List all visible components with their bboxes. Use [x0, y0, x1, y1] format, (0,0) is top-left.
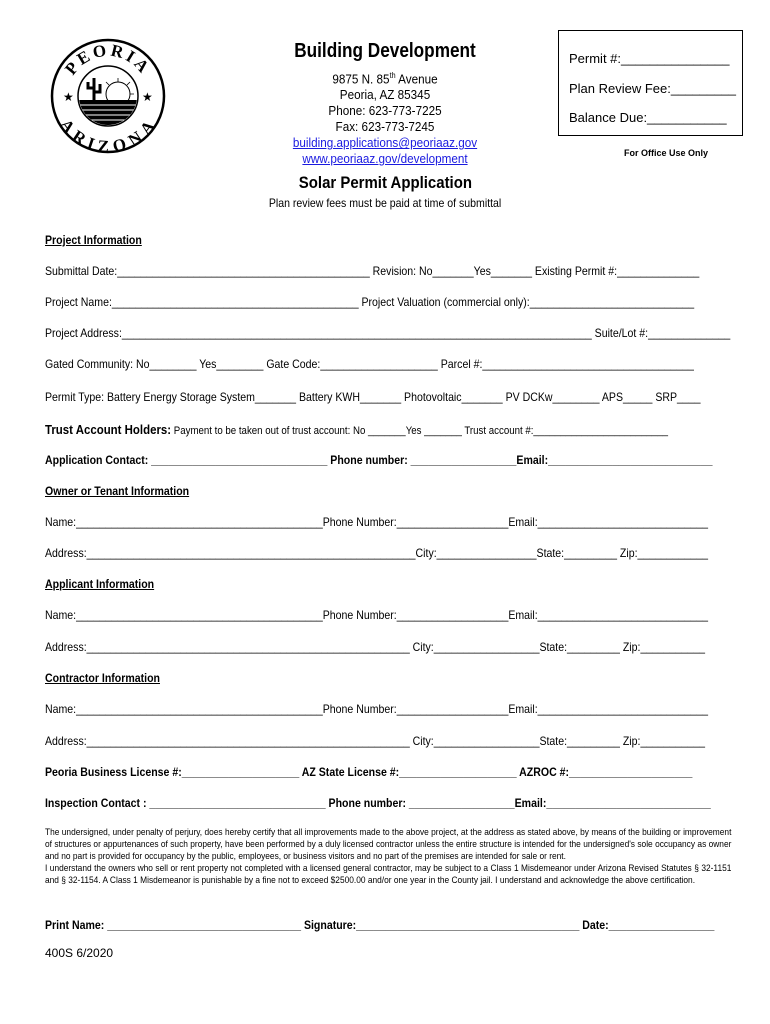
form-code: 400S 6/2020: [45, 946, 114, 960]
star-left-icon: ★: [63, 90, 74, 104]
contractor-name-row[interactable]: Name:__________________________________________Phone Number:___________________Email:_____________________________: [45, 702, 708, 716]
signature-row[interactable]: Print Name: _________________________________ Signature:______________________________________ Date:__________________: [45, 918, 715, 932]
seal-top-text: PEORIA: [61, 40, 155, 79]
balance-due-field[interactable]: Balance Due:___________: [569, 110, 727, 125]
city-address: Peoria, AZ 85345: [339, 87, 431, 103]
application-contact-row[interactable]: Application Contact: ______________________________ Phone number: __________________Email:____________________________: [45, 453, 713, 467]
contractor-info-heading: Contractor Information: [45, 671, 160, 685]
inspection-contact-row[interactable]: Inspection Contact : ______________________________ Phone number: __________________Email:____________________________: [45, 796, 711, 810]
submittal-date-row[interactable]: Submittal Date:___________________________________________ Revision: No_______Yes_______ Existing Permit #:______________: [45, 264, 700, 278]
office-use-note: For Office Use Only: [624, 148, 709, 158]
gated-community-row[interactable]: Gated Community: No________ Yes________ Gate Code:____________________ Parcel #:____________________________________: [45, 357, 694, 371]
department-title: Building Development: [294, 40, 476, 62]
website-link[interactable]: www.peoriaaz.gov/development: [302, 151, 468, 167]
project-name-row[interactable]: Project Name:__________________________________________ Project Valuation (commercial only):____________________________: [45, 295, 695, 309]
license-numbers-row[interactable]: Peoria Business License #:____________________ AZ State License #:____________________ AZROC #:_____________________: [45, 765, 693, 779]
star-right-icon: ★: [142, 90, 153, 104]
owner-info-heading: Owner or Tenant Information: [45, 484, 190, 498]
trust-account-fields[interactable]: Payment to be taken out of trust account: No _______Yes _______ Trust account #:_________________________: [171, 425, 669, 437]
department-header: [260, 40, 510, 167]
permit-type-row[interactable]: Permit Type: Battery Energy Storage System_______ Battery KWH_______ Photovoltaic_______ PV DCKw________ APS_____ SRP____: [45, 390, 701, 404]
owner-name-row[interactable]: Name:__________________________________________Phone Number:___________________Email:_____________________________: [45, 515, 708, 529]
applicant-info-heading: Applicant Information: [45, 577, 155, 591]
form-subtitle: Plan review fees must be paid at time of submittal: [268, 196, 502, 210]
peoria-arizona-seal: [50, 38, 166, 154]
seal-bottom-text: ARIZONA: [56, 115, 160, 154]
trust-account-row[interactable]: [45, 422, 668, 437]
certification-statement: [45, 827, 731, 887]
applicant-name-row[interactable]: Name:__________________________________________Phone Number:___________________Email:_____________________________: [45, 608, 708, 622]
email-link[interactable]: building.applications@peoriaaz.gov: [292, 135, 478, 151]
street-address: 9875 N. 85th Avenue: [332, 71, 438, 87]
project-info-heading: Project Information: [45, 233, 142, 247]
fax-number: Fax: 623-773-7245: [335, 119, 435, 135]
plan-review-fee-field[interactable]: Plan Review Fee:_________: [569, 81, 736, 96]
project-address-row[interactable]: Project Address:________________________________________________________________________________ Suite/Lot #:______________: [45, 326, 731, 340]
form-title: Solar Permit Application: [298, 173, 472, 192]
phone-number: Phone: 623-773-7225: [328, 103, 442, 119]
owner-address-row[interactable]: Address:________________________________________________________City:_________________State:_________ Zip:____________: [45, 546, 708, 560]
certification-paragraph-1: The undersigned, under penalty of perjury, does hereby certify that all improvements made to the above project, at the address as stated above, by means of the building or improvement of structures or appurtenances of such property, have been performed by a duly licensed contractor unless the entire structure is intended for the undersigned's sole occupancy as owner and no part is provided for occupancy by the public, employees, or business visitors and no part of the premises are intended for sale or rent.: [45, 827, 732, 862]
trust-account-label: Trust Account Holders:: [45, 422, 172, 437]
certification-paragraph-2: I understand the owners who sell or rent property not completed with a licensed general contractor, may be subject to a Class 1 Misdemeanor under Arizona Revised Statutes § 32-1151 and § 32-1154. A Class 1 Misdemeanor is punishable by a fine not to exceed $2500.00 and/or one year in the County jail. I understand and acknowledge the above certification.: [45, 863, 732, 886]
contractor-address-row[interactable]: Address:_______________________________________________________ City:__________________State:_________ Zip:___________: [45, 734, 706, 748]
svg-text:PEORIA: [61, 40, 155, 78]
office-use-box: [558, 30, 743, 136]
desert-scene-icon: [78, 78, 138, 130]
applicant-address-row[interactable]: Address:_______________________________________________________ City:__________________State:_________ Zip:___________: [45, 640, 706, 654]
permit-number-field[interactable]: Permit #:_______________: [569, 51, 730, 66]
